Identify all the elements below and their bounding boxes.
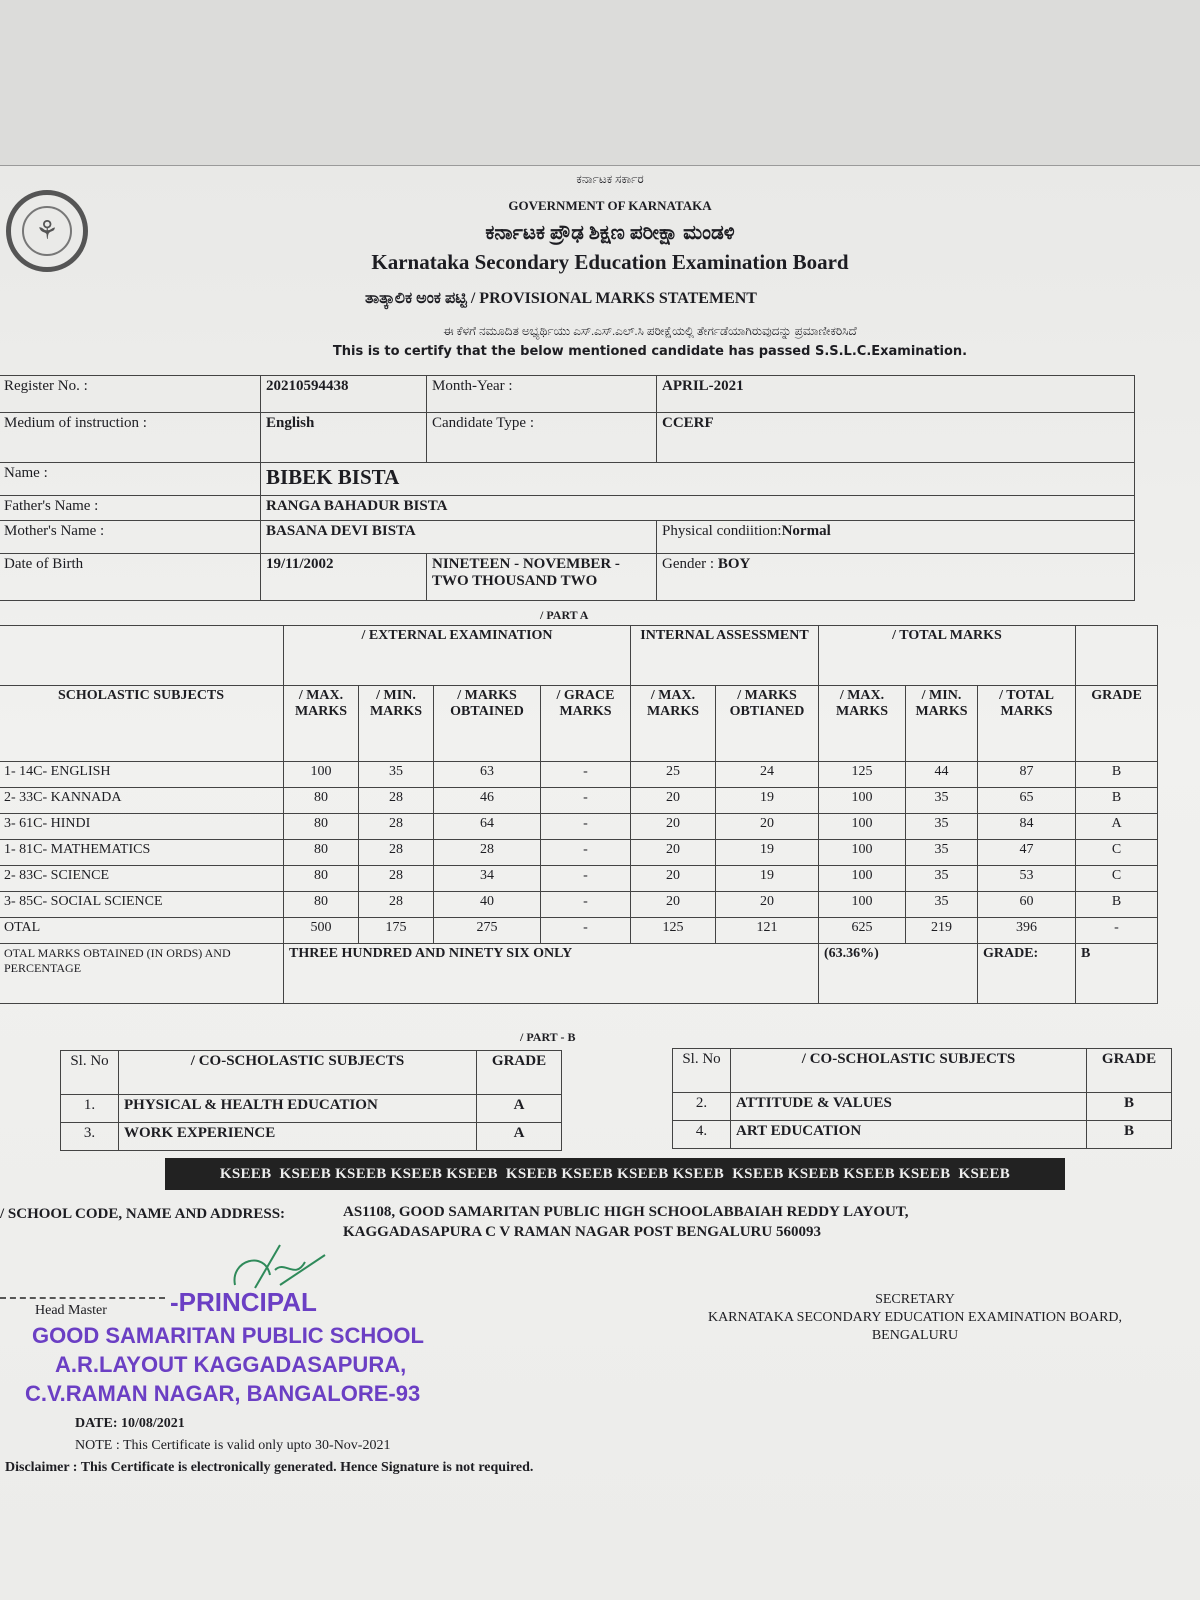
- type-label: Candidate Type :: [427, 413, 657, 463]
- dob-words: NINETEEN - NOVEMBER - TWO THOUSAND TWO: [427, 554, 657, 601]
- mother-value: BASANA DEVI BISTA: [261, 521, 657, 554]
- physical-value: Normal: [781, 523, 831, 539]
- month-label: Month-Year :: [427, 376, 657, 413]
- marks-cell: 28: [359, 840, 434, 866]
- marks-cell: -: [541, 788, 631, 814]
- marks-cell: 24: [716, 762, 819, 788]
- sl-no-header: Sl. No: [61, 1051, 119, 1095]
- table-row: [61, 1095, 562, 1123]
- stamp-school: GOOD SAMARITAN PUBLIC SCHOOL: [32, 1323, 424, 1348]
- father-value: RANGA BAHADUR BISTA: [261, 496, 1135, 521]
- marks-table: [0, 625, 1158, 1004]
- marks-cell: -: [541, 814, 631, 840]
- marks-cell: 80: [284, 866, 359, 892]
- sl-no: 3.: [61, 1123, 119, 1151]
- grade-cell: C: [1076, 866, 1158, 892]
- co-subject-header: / CO-SCHOLASTIC SUBJECTS: [119, 1051, 477, 1095]
- marks-cell: 100: [819, 892, 906, 918]
- medium-label: Medium of instruction :: [0, 413, 261, 463]
- table-row: [0, 840, 1158, 866]
- secretary-city: BENGALURU: [871, 1328, 959, 1343]
- co-grade: A: [477, 1123, 562, 1151]
- marks-cell: -: [541, 918, 631, 944]
- table-row: [61, 1123, 562, 1151]
- marks-cell: 20: [716, 892, 819, 918]
- table-row: [0, 918, 1158, 944]
- co-grade: B: [1087, 1093, 1172, 1121]
- board-seal-logo: ⚘: [6, 190, 88, 272]
- signature-line: [0, 1297, 165, 1299]
- grade-cell: -: [1076, 918, 1158, 944]
- marks-cell: 20: [631, 814, 716, 840]
- kannada-board-title: ಕರ್ನಾಟಕ ಪ್ರೌಢ ಶಿಕ್ಷಣ ಪರೀಕ್ಷಾ ಮಂಡಳಿ: [485, 222, 735, 244]
- certify-text: This is to certify that the below mentioned candidate has passed S.S.L.C.Examination.: [332, 344, 968, 359]
- government-title: GOVERNMENT OF KARNATAKA: [508, 198, 712, 213]
- co-grade-header: GRADE: [1087, 1049, 1172, 1093]
- table-row: [0, 762, 1158, 788]
- marks-cell: 20: [631, 892, 716, 918]
- co-subject-header: / CO-SCHOLASTIC SUBJECTS: [731, 1049, 1087, 1093]
- total-words-label: OTAL MARKS OBTAINED (IN ORDS) AND PERCENTAGE: [0, 944, 284, 1004]
- marks-cell: 46: [434, 788, 541, 814]
- mother-label: Mother's Name :: [0, 521, 261, 554]
- subject-name: 2- 83C- SCIENCE: [0, 866, 284, 892]
- part-b-label: / PART - B: [520, 1030, 576, 1044]
- marks-cell: 500: [284, 918, 359, 944]
- marks-cell: 19: [716, 788, 819, 814]
- column-header: / MAX. MARKS: [631, 686, 716, 762]
- co-subject: ATTITUDE & VALUES: [731, 1093, 1087, 1121]
- marks-cell: 35: [906, 840, 978, 866]
- stamp-layout: A.R.LAYOUT KAGGADASAPURA,: [55, 1352, 407, 1377]
- marks-cell: 125: [819, 762, 906, 788]
- column-header: / MARKS OBTIANED: [716, 686, 819, 762]
- marks-cell: 20: [631, 840, 716, 866]
- marks-cell: 100: [819, 788, 906, 814]
- marks-cell: 80: [284, 840, 359, 866]
- name-label: Name :: [0, 463, 261, 496]
- head-master-label: Head Master: [35, 1303, 107, 1318]
- kseeb-banner: KSEEB KSEEB KSEEB KSEEB KSEEB KSEEB KSEEB KSEEB KSEEB KSEEB KSEEB KSEEB KSEEB KSEEB: [165, 1158, 1065, 1190]
- kannada-government: ಕರ್ನಾಟಕ ಸರ್ಕಾರ: [576, 172, 644, 186]
- marks-cell: 28: [359, 814, 434, 840]
- co-scholastic-table-right: [672, 1048, 1172, 1149]
- marks-cell: 63: [434, 762, 541, 788]
- table-row: [673, 1121, 1172, 1149]
- marks-cell: 80: [284, 814, 359, 840]
- board-title: Karnataka Secondary Education Examination Board: [371, 250, 849, 274]
- marks-cell: 25: [631, 762, 716, 788]
- subject-name: 1- 81C- MATHEMATICS: [0, 840, 284, 866]
- marks-cell: 35: [906, 866, 978, 892]
- marks-cell: 121: [716, 918, 819, 944]
- marks-cell: 35: [906, 892, 978, 918]
- marks-cell: 396: [978, 918, 1076, 944]
- co-grade: B: [1087, 1121, 1172, 1149]
- marks-cell: 125: [631, 918, 716, 944]
- stamp-city: C.V.RAMAN NAGAR, BANGALORE-93: [25, 1381, 421, 1406]
- marks-cell: 175: [359, 918, 434, 944]
- subject-name: 2- 33C- KANNADA: [0, 788, 284, 814]
- marks-cell: -: [541, 866, 631, 892]
- marks-cell: 28: [359, 892, 434, 918]
- co-scholastic-table-left: [60, 1050, 562, 1151]
- month-value: APRIL-2021: [657, 376, 1135, 413]
- table-row: [0, 892, 1158, 918]
- total-words: THREE HUNDRED AND NINETY SIX ONLY: [284, 944, 819, 1004]
- marks-cell: -: [541, 892, 631, 918]
- column-header: / GRACE MARKS: [541, 686, 631, 762]
- percentage: (63.36%): [819, 944, 978, 1004]
- date: DATE: 10/08/2021: [75, 1416, 185, 1431]
- marks-cell: 219: [906, 918, 978, 944]
- marks-cell: 80: [284, 892, 359, 918]
- secretary-title: SECRETARY: [875, 1292, 955, 1307]
- marks-cell: 20: [631, 788, 716, 814]
- marks-cell: 80: [284, 788, 359, 814]
- register-value: 20210594438: [261, 376, 427, 413]
- subject-name: 1- 14C- ENGLISH: [0, 762, 284, 788]
- marks-cell: 65: [978, 788, 1076, 814]
- table-row: [0, 814, 1158, 840]
- marks-cell: 35: [359, 762, 434, 788]
- column-header: / MARKS OBTAINED: [434, 686, 541, 762]
- school-label: / SCHOOL CODE, NAME AND ADDRESS:: [0, 1206, 286, 1222]
- gender-value: BOY: [717, 556, 751, 572]
- co-grade-header: GRADE: [477, 1051, 562, 1095]
- school-address-2: KAGGADASAPURA C V RAMAN NAGAR POST BENGALURU 560093: [343, 1224, 821, 1240]
- kannada-certify: ಈ ಕೆಳಗೆ ನಮೂದಿತ ಅಭ್ಯರ್ಥಿಯು ಎಸ್.ಎಸ್.ಎಲ್.ಸಿ ಪರೀಕ್ಷೆಯಲ್ಲಿ ತೇರ್ಗಡೆಯಾಗಿರುವುದನ್ನು ಪ್ರಮಾಣೀಕರಿಸಿದೆ: [443, 324, 857, 338]
- grade-header: GRADE: [1076, 686, 1158, 762]
- stamp-principal: -PRINCIPAL: [170, 1287, 317, 1317]
- medium-value: English: [261, 413, 427, 463]
- school-address-1: AS1108, GOOD SAMARITAN PUBLIC HIGH SCHOOLABBAIAH REDDY LAYOUT,: [343, 1204, 909, 1220]
- marks-cell: 53: [978, 866, 1076, 892]
- marks-cell: 625: [819, 918, 906, 944]
- marks-cell: 60: [978, 892, 1076, 918]
- marks-cell: 64: [434, 814, 541, 840]
- part-a-label: / PART A: [540, 608, 589, 622]
- statement-title-en: / PROVISIONAL MARKS STATEMENT: [470, 290, 757, 307]
- marks-cell: 19: [716, 840, 819, 866]
- column-header: / MAX. MARKS: [284, 686, 359, 762]
- kannada-statement-title: ತಾತ್ಕಾಲಿಕ ಅಂಕ ಪಟ್ಟಿ: [365, 290, 467, 307]
- sl-no: 4.: [673, 1121, 731, 1149]
- marks-cell: 35: [906, 814, 978, 840]
- total-header: / TOTAL MARKS: [819, 626, 1076, 686]
- signature-icon: [225, 1240, 335, 1290]
- secretary-org: KARNATAKA SECONDARY EDUCATION EXAMINATION BOARD,: [707, 1310, 1123, 1325]
- marks-cell: 100: [284, 762, 359, 788]
- gender-label: Gender :: [662, 556, 715, 572]
- candidate-info-table: [0, 375, 1135, 601]
- co-subject: ART EDUCATION: [731, 1121, 1087, 1149]
- column-header: / MIN. MARKS: [359, 686, 434, 762]
- table-row: [0, 788, 1158, 814]
- co-subject: PHYSICAL & HEALTH EDUCATION: [119, 1095, 477, 1123]
- marks-cell: 28: [359, 866, 434, 892]
- co-subject: WORK EXPERIENCE: [119, 1123, 477, 1151]
- marks-cell: 28: [359, 788, 434, 814]
- register-label: Register No. :: [0, 376, 261, 413]
- sl-no-header: Sl. No: [673, 1049, 731, 1093]
- final-grade-label: GRADE:: [978, 944, 1076, 1004]
- marks-cell: 100: [819, 814, 906, 840]
- sl-no: 2.: [673, 1093, 731, 1121]
- dob-value: 19/11/2002: [261, 554, 427, 601]
- name-value: BIBEK BISTA: [261, 463, 1135, 496]
- marks-cell: 35: [906, 788, 978, 814]
- subject-name: OTAL: [0, 918, 284, 944]
- sl-no: 1.: [61, 1095, 119, 1123]
- statement-title: [365, 290, 757, 308]
- marks-cell: 275: [434, 918, 541, 944]
- table-row: [0, 866, 1158, 892]
- validity-note: NOTE : This Certificate is valid only upto 30-Nov-2021: [75, 1438, 391, 1453]
- grade-cell: A: [1076, 814, 1158, 840]
- marks-cell: -: [541, 840, 631, 866]
- grade-cell: B: [1076, 762, 1158, 788]
- marks-cell: 20: [716, 814, 819, 840]
- grade-cell: B: [1076, 788, 1158, 814]
- column-header: / MIN. MARKS: [906, 686, 978, 762]
- final-grade: B: [1076, 944, 1158, 1004]
- grade-cell: C: [1076, 840, 1158, 866]
- marks-cell: 47: [978, 840, 1076, 866]
- physical-label: Physical condiition:: [662, 523, 782, 539]
- marks-cell: 40: [434, 892, 541, 918]
- marks-cell: 34: [434, 866, 541, 892]
- table-row: [673, 1093, 1172, 1121]
- marks-cell: 84: [978, 814, 1076, 840]
- marks-cell: 20: [631, 866, 716, 892]
- marks-cell: 100: [819, 866, 906, 892]
- disclaimer: Disclaimer : This Certificate is electronically generated. Hence Signature is not required.: [5, 1460, 534, 1475]
- marks-cell: 100: [819, 840, 906, 866]
- co-grade: A: [477, 1095, 562, 1123]
- marks-cell: 19: [716, 866, 819, 892]
- marks-cell: 87: [978, 762, 1076, 788]
- marks-cell: 44: [906, 762, 978, 788]
- column-header: / TOTAL MARKS: [978, 686, 1076, 762]
- column-header: / MAX. MARKS: [819, 686, 906, 762]
- internal-header: INTERNAL ASSESSMENT: [631, 626, 819, 686]
- subject-name: 3- 85C- SOCIAL SCIENCE: [0, 892, 284, 918]
- type-value: CCERF: [657, 413, 1135, 463]
- subject-name: 3- 61C- HINDI: [0, 814, 284, 840]
- marks-cell: -: [541, 762, 631, 788]
- marks-cell: 28: [434, 840, 541, 866]
- subjects-header: SCHOLASTIC SUBJECTS: [0, 686, 284, 762]
- father-label: Father's Name :: [0, 496, 261, 521]
- external-header: / EXTERNAL EXAMINATION: [284, 626, 631, 686]
- dob-label: Date of Birth: [0, 554, 261, 601]
- grade-cell: B: [1076, 892, 1158, 918]
